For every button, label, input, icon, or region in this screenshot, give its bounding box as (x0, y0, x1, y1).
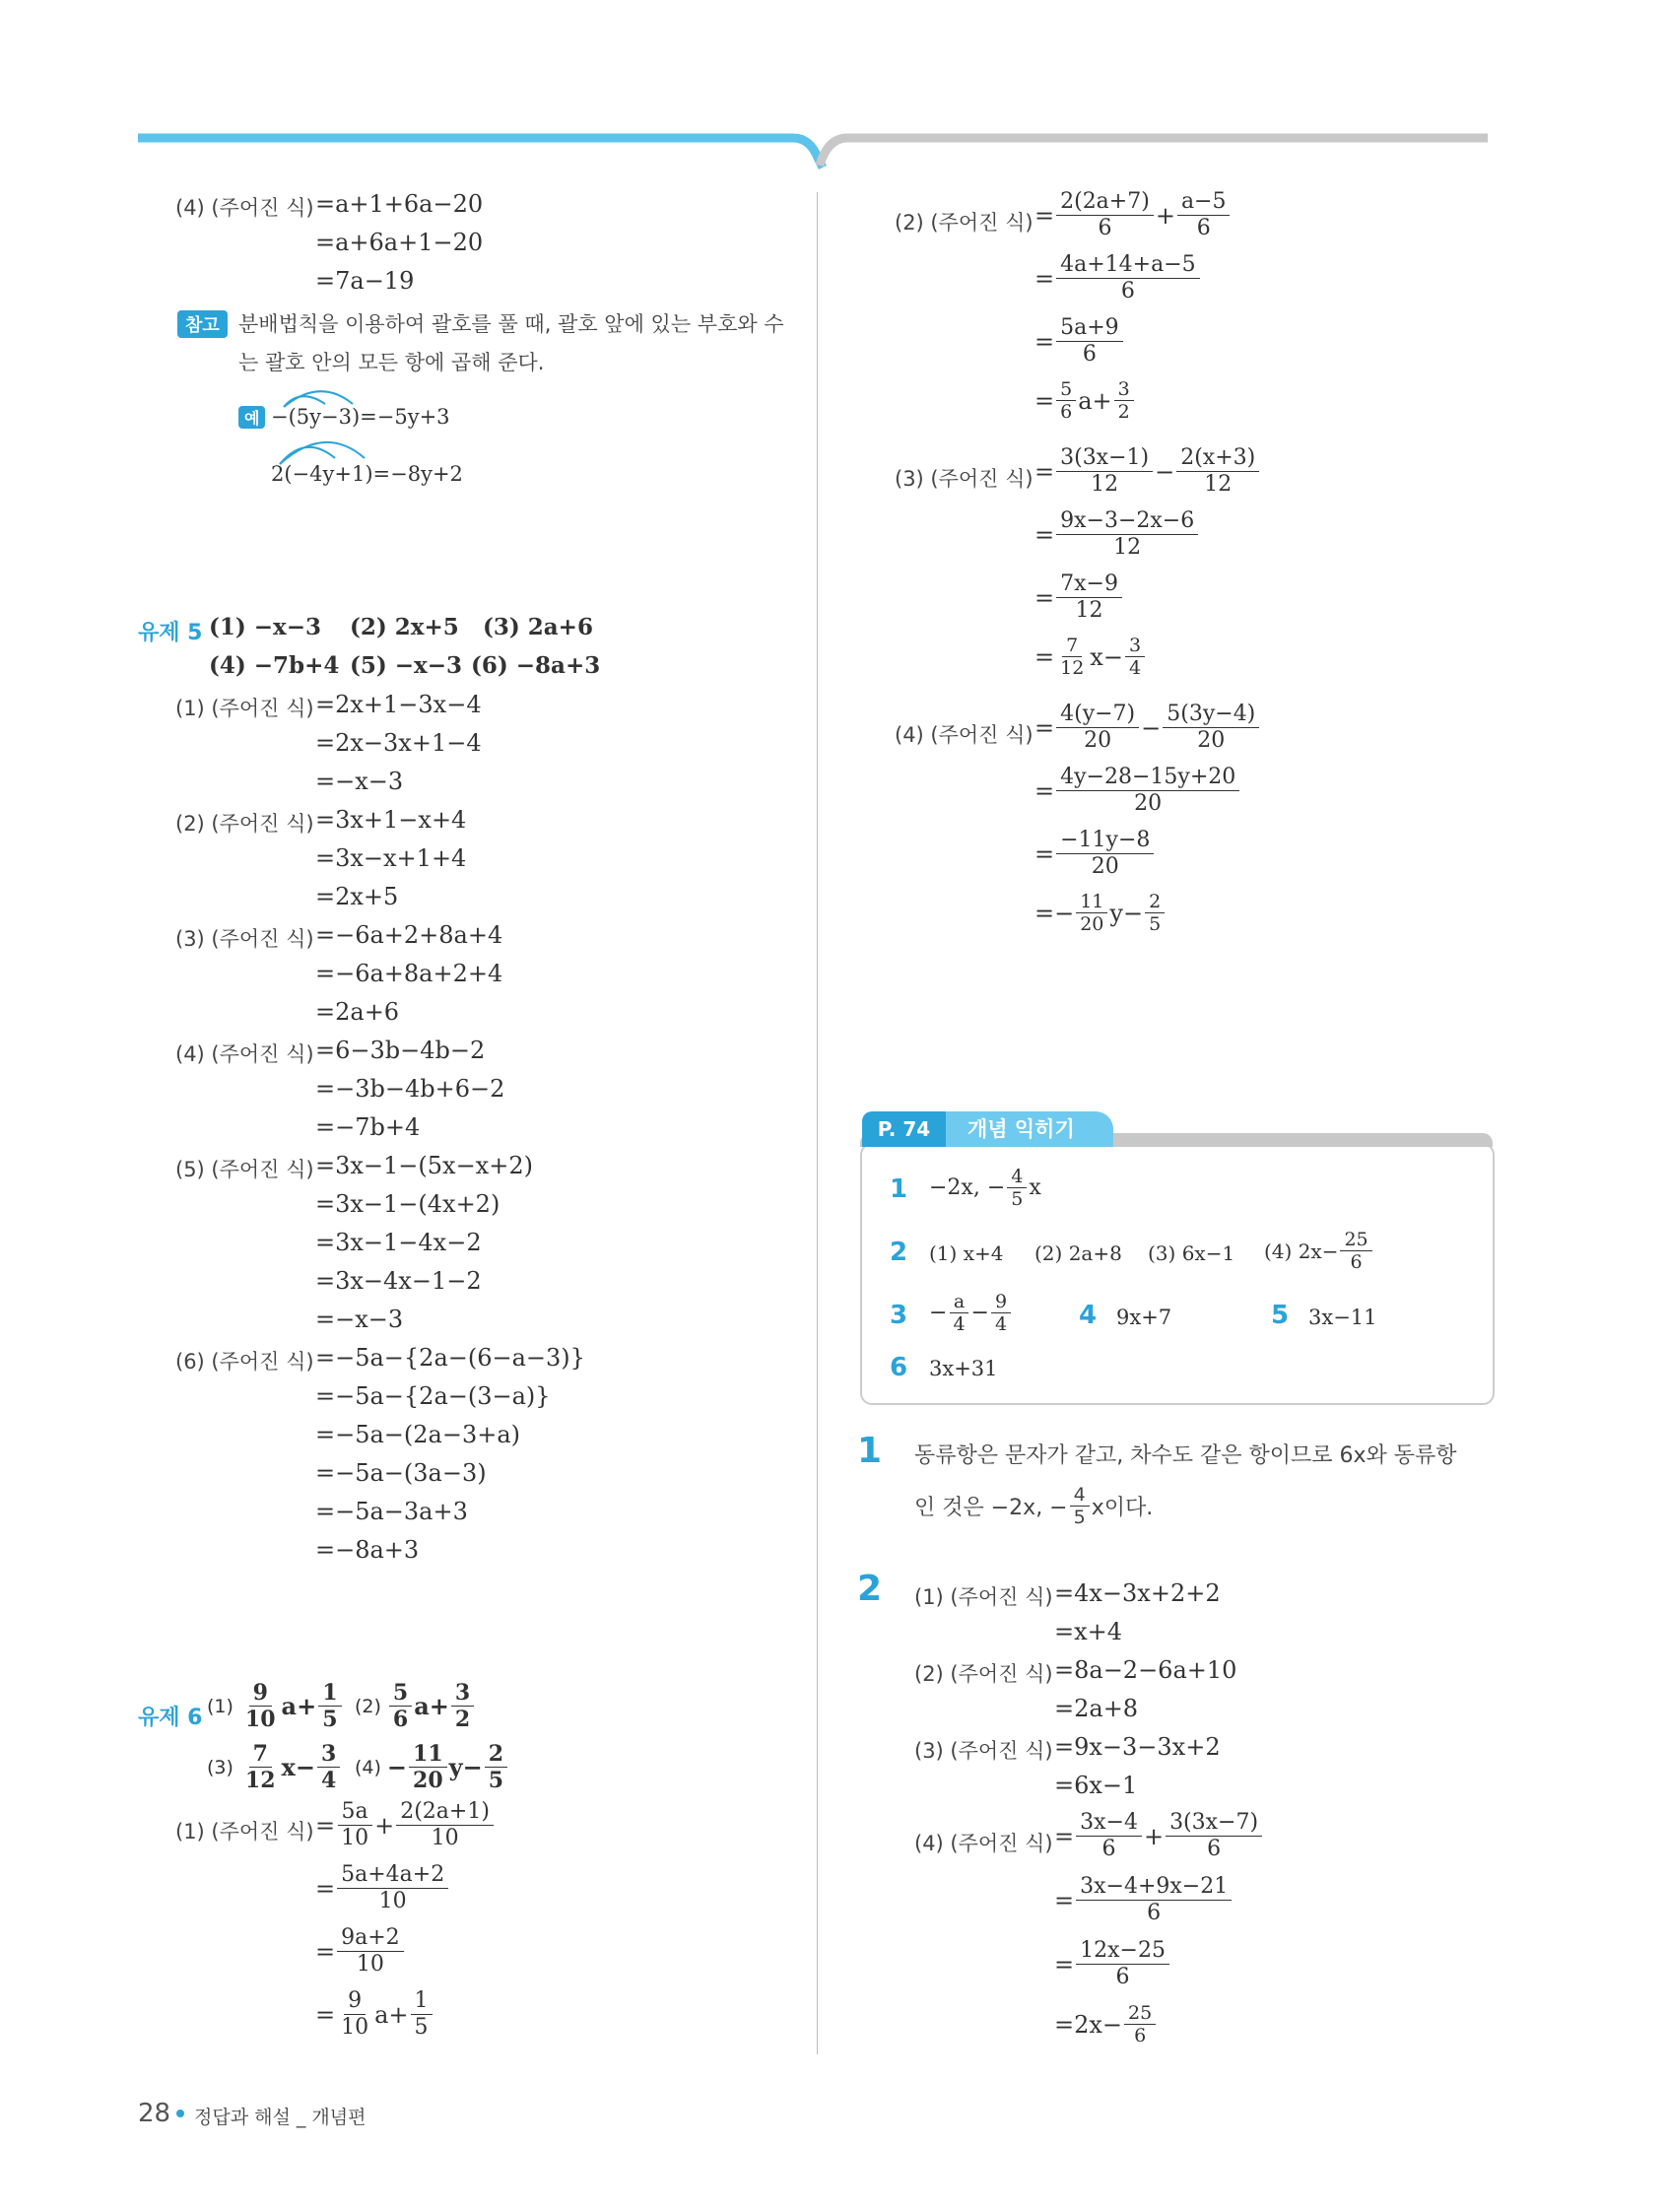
math-line: =3x−x+1+4 (315, 844, 467, 872)
solution-text-line (914, 1484, 1153, 1528)
frac-den: 2 (454, 1707, 471, 1732)
frac-den: 6 (392, 1707, 409, 1732)
column-divider (817, 192, 818, 2054)
problem-label: (2) (주어진 식) (914, 1662, 1053, 1686)
math-line: =3x+1−x+4 (315, 806, 467, 834)
solution-text: 동류항은 문자가 같고, 차수도 같은 항이므로 6x와 동류항 (914, 1443, 1457, 1468)
frac-den: 5 (1073, 1507, 1086, 1528)
frac-num: 7 (1062, 635, 1082, 657)
operator: + (374, 1811, 395, 1840)
math-step: = $\frac{4a+14+a-5}{6}$ (1034, 252, 1202, 304)
question-number: 5 (1271, 1301, 1290, 1330)
frac-den: 20 (1084, 728, 1112, 753)
solution-text: 인 것은 −2x, − (914, 1496, 1068, 1520)
answer-text: −2x, − (929, 1175, 1006, 1200)
bullet-icon (176, 2110, 184, 2117)
answer: (5) −x−3 (350, 652, 463, 679)
page-number: 28 (138, 2099, 171, 2128)
operator: + (1155, 201, 1175, 230)
frac-num: 3x−4+9x−21 (1076, 1874, 1232, 1901)
math-line: =x+4 (1054, 1618, 1123, 1645)
operator: − (1155, 457, 1175, 486)
frac-num: 3x−4 (1076, 1810, 1142, 1837)
frac-den: 5 (1011, 1188, 1024, 1210)
frac-num: 11 (409, 1741, 447, 1768)
frac-num: 4 (1070, 1484, 1090, 1507)
answer (929, 1166, 1041, 1210)
math-line: =3x−1−(5x−x+2) (315, 1152, 533, 1179)
math-step: = $\frac{9a+2}{10}$ (315, 1925, 406, 1977)
footer-text: 정답과 해설 _ 개념편 (194, 2107, 367, 2128)
frac-den: 20 (1091, 854, 1119, 879)
frac-num: 9 (344, 1988, 366, 2015)
answer-text: (4) 2x− (1264, 1239, 1339, 1263)
frac-den: 6 (1115, 1965, 1130, 1989)
math-step: = $\frac{5a}{10}$ + $\frac{2(2a+1)}{10}$ (315, 1799, 496, 1851)
frac-num: 1 (411, 1988, 433, 2015)
answer: (2) 2a+8 (1034, 1241, 1122, 1265)
frac-den: 5 (1149, 913, 1162, 935)
frac-den: 4 (1128, 657, 1142, 679)
question-number: 3 (890, 1301, 908, 1330)
math-line: =2x−3x+1−4 (315, 729, 482, 757)
frac-num: 7x−9 (1056, 571, 1122, 598)
frac-num: 2(2a+7) (1056, 189, 1154, 216)
math-line: =6−3b−4b−2 (315, 1037, 486, 1064)
example-line: −(5y−3)=−5y+3 (271, 405, 450, 429)
problem-label: (6) (주어진 식) (175, 1350, 314, 1374)
frac-num: −11y−8 (1056, 828, 1154, 854)
math-step: = $\frac{4y-28-15y+20}{20}$ (1034, 765, 1241, 817)
frac-den: 12 (1204, 472, 1233, 497)
frac-num: 7 (249, 1741, 272, 1768)
frac-num: 9 (991, 1291, 1011, 1313)
frac-den: 6 (1120, 279, 1135, 303)
solution-number: 2 (857, 1569, 883, 1609)
frac-den: 12 (1075, 598, 1103, 623)
answer-3 (207, 1741, 342, 1793)
math-line: =−8a+3 (315, 1536, 420, 1564)
frac-den: 6 (1207, 1837, 1222, 1861)
math-step: = $\frac{5a+4a+2}{10}$ (315, 1862, 450, 1914)
frac-prefix: 2x− (1074, 2010, 1123, 2039)
math-step: = $\frac{9x-3-2x-6}{12}$ (1034, 508, 1200, 561)
exercise-title: 유제 6 (138, 1706, 203, 1730)
math-line: =−3b−4b+6−2 (315, 1075, 505, 1103)
answer: (4) −7b+4 (209, 652, 340, 679)
example-line: 2(−4y+1)=−8y+2 (271, 462, 463, 486)
question-number: 1 (890, 1174, 908, 1204)
problem-label: (1) (주어진 식) (175, 1820, 314, 1843)
operator: − (1141, 713, 1162, 742)
frac-var: y− (448, 1753, 483, 1781)
note-text: 분배법칙을 이용하여 괄호를 풀 때, 괄호 앞에 있는 부호와 수 (238, 312, 784, 336)
math-line: =2a+6 (315, 998, 400, 1026)
frac-num: a−5 (1177, 189, 1231, 216)
frac-den: 12 (1113, 535, 1142, 560)
frac-den: 20 (1080, 913, 1104, 935)
math-line: =9x−3−3x+2 (1054, 1733, 1221, 1761)
math-step: = $\frac{4(y-7)}{20}$ − $\frac{5(3y-4)}{20}$ (1034, 702, 1261, 754)
problem-label: (4) (주어진 식) (895, 723, 1034, 747)
answer-4 (355, 1741, 509, 1793)
problem-label: (4) (주어진 식) (175, 1042, 314, 1066)
concept-tab-page: P. 74 (862, 1111, 946, 1147)
math-line: =2x+5 (315, 883, 399, 910)
math-step: = $\frac{5a+9}{6}$ (1034, 315, 1125, 368)
frac-den: 6 (1101, 1837, 1116, 1861)
answer-1 (207, 1680, 344, 1732)
frac-den: 6 (1082, 342, 1097, 367)
problem-label: (4) (주어진 식) (914, 1832, 1053, 1855)
frac-den: 20 (1134, 791, 1163, 816)
answer-label: (2) (355, 1695, 381, 1717)
frac-num: 3 (451, 1680, 474, 1707)
frac-prefix: − (929, 1301, 948, 1325)
frac-var: a+ (281, 1692, 317, 1720)
math-line: =4x−3x+2+2 (1054, 1579, 1221, 1607)
problem-label: (1) (주어진 식) (175, 697, 314, 720)
frac-var: a+ (414, 1692, 449, 1720)
math-step: = 2x− $\frac{25}{6}$ (1054, 2002, 1158, 2046)
frac-num: 3(3x−1) (1056, 445, 1153, 472)
math-step: = − $\frac{11}{20}$ y− $\frac{2}{5}$ (1034, 891, 1167, 935)
problem-label: (3) (주어진 식) (914, 1739, 1053, 1763)
frac-num: 11 (1076, 891, 1107, 913)
math-step: = $\frac{12x-25}{6}$ (1054, 1938, 1171, 1990)
frac-den: 10 (341, 1826, 369, 1850)
math-line: =3x−1−4x−2 (315, 1229, 482, 1256)
frac-num: 3 (317, 1741, 340, 1768)
math-line: =−5a−3a+3 (315, 1498, 468, 1525)
problem-label: (3) (주어진 식) (895, 467, 1034, 491)
answer: (1) −x−3 (209, 614, 322, 640)
math-line: =7a−19 (315, 267, 415, 295)
math-line: =−x−3 (315, 768, 404, 795)
note-text: 는 괄호 안의 모든 항에 곱해 준다. (238, 351, 545, 374)
frac-den: 5 (414, 2015, 429, 2040)
answer-label: (1) (207, 1695, 234, 1717)
answer (1264, 1229, 1374, 1273)
frac-num: 9a+2 (337, 1925, 404, 1952)
math-line: =a+1+6a−20 (315, 190, 484, 218)
frac-den: 10 (431, 1826, 459, 1850)
math-line: =a+6a+1−20 (315, 229, 484, 256)
operator: − (970, 1301, 989, 1325)
problem-label: (5) (주어진 식) (175, 1158, 314, 1181)
frac-var: y− (1109, 899, 1144, 927)
math-line: =3x−4x−1−2 (315, 1267, 482, 1295)
math-step: = $\frac{3(3x-1)}{12}$ − $\frac{2(x+3)}{12}$ (1034, 445, 1261, 498)
frac-den: 10 (341, 2015, 369, 2040)
math-line: =−7b+4 (315, 1113, 421, 1141)
frac-num: 3 (1125, 635, 1145, 657)
answer: (3) 6x−1 (1148, 1241, 1235, 1265)
frac-den: 6 (1134, 2025, 1147, 2046)
frac-den: 5 (488, 1768, 504, 1793)
answer (929, 1291, 1013, 1335)
answer: (6) −8a+3 (471, 652, 601, 679)
frac-den: 10 (378, 1889, 407, 1913)
frac-num: 5(3y−4) (1163, 702, 1259, 728)
frac-var: a+ (1078, 386, 1112, 415)
frac-num: 3(3x−7) (1166, 1810, 1262, 1837)
frac-num: 5a (338, 1799, 372, 1826)
math-line: =2x+1−3x−4 (315, 691, 482, 718)
frac-var: x (1029, 1175, 1041, 1200)
concept-tab-title: 개념 익히기 (946, 1111, 1113, 1147)
answer: 3x+31 (929, 1357, 998, 1380)
math-line: =−6a+2+8a+4 (315, 921, 503, 949)
frac-num: a (950, 1291, 968, 1313)
frac-den: 6 (1060, 401, 1073, 423)
math-line: =6x−1 (1054, 1772, 1138, 1799)
math-step: = $\frac{5}{6}$ a+ $\frac{3}{2}$ (1034, 378, 1136, 423)
solution-text: x이다. (1091, 1496, 1154, 1520)
math-step: = $\frac{7}{12}$ x− $\frac{3}{4}$ (1034, 635, 1147, 679)
question-number: 2 (890, 1238, 908, 1267)
frac-den: 10 (244, 1707, 276, 1732)
frac-den: 6 (1196, 216, 1211, 240)
frac-prefix: − (1054, 899, 1075, 927)
answer-2 (355, 1680, 476, 1732)
answer: (1) x+4 (929, 1241, 1004, 1265)
frac-den: 20 (413, 1768, 443, 1793)
problem-label: (3) (주어진 식) (175, 927, 314, 951)
frac-den: 4 (994, 1313, 1008, 1335)
frac-num: 2 (485, 1741, 507, 1768)
math-step: = $\frac{9}{10}$ a+ $\frac{1}{5}$ (315, 1988, 434, 2041)
frac-num: 2(x+3) (1176, 445, 1259, 472)
math-line: =−x−3 (315, 1306, 404, 1333)
frac-den: 5 (322, 1707, 338, 1732)
frac-num: 5a+4a+2 (337, 1862, 448, 1889)
frac-num: 2 (1145, 891, 1165, 913)
frac-den: 2 (1117, 401, 1130, 423)
frac-num: 1 (318, 1680, 341, 1707)
math-step: = $\frac{2(2a+7)}{6}$ + $\frac{a-5}{6}$ (1034, 189, 1232, 241)
frac-den: 6 (1098, 216, 1112, 240)
frac-den: 4 (320, 1768, 337, 1793)
frac-den: 4 (953, 1313, 966, 1335)
frac-num: 9x−3−2x−6 (1056, 508, 1198, 535)
math-line: =8a−2−6a+10 (1054, 1656, 1237, 1684)
frac-num: 5 (389, 1680, 412, 1707)
question-number: 6 (890, 1353, 908, 1382)
frac-num: 2(2a+1) (396, 1799, 494, 1826)
problem-label: (4) (주어진 식) (175, 196, 314, 220)
frac-den: 10 (356, 1952, 384, 1977)
frac-den: 12 (244, 1768, 276, 1793)
frac-den: 6 (1147, 1901, 1162, 1925)
math-line: =2a+8 (1054, 1695, 1139, 1722)
frac-num: 25 (1124, 2002, 1156, 2025)
frac-prefix: − (386, 1753, 408, 1781)
frac-den: 20 (1197, 728, 1226, 753)
frac-num: 3 (1114, 378, 1134, 401)
math-step: = $\frac{3x-4}{6}$ + $\frac{3(3x-7)}{6}$ (1054, 1810, 1264, 1862)
problem-label: (2) (주어진 식) (175, 812, 314, 836)
problem-label: (1) (주어진 식) (914, 1585, 1053, 1609)
math-line: =3x−1−(4x+2) (315, 1190, 500, 1218)
answer: 3x−11 (1308, 1306, 1377, 1329)
frac-num: 4y−28−15y+20 (1056, 765, 1239, 791)
math-line: =−5a−{2a−(3−a)} (315, 1382, 551, 1410)
frac-den: 12 (1091, 472, 1119, 497)
operator: + (1143, 1822, 1165, 1850)
answer: 9x+7 (1116, 1306, 1172, 1329)
frac-num: 5a+9 (1056, 315, 1123, 342)
answer-label: (3) (207, 1756, 234, 1778)
solution-number: 1 (857, 1431, 883, 1471)
frac-den: 12 (1060, 657, 1085, 679)
question-number: 4 (1079, 1301, 1098, 1330)
math-line: =−5a−{2a−(6−a−3)} (315, 1344, 585, 1372)
frac-num: 12x−25 (1076, 1938, 1169, 1965)
math-line: =−6a+8a+2+4 (315, 960, 503, 987)
example-badge: 예 (238, 406, 265, 429)
answer: (3) 2a+6 (483, 614, 593, 640)
frac-num: 25 (1340, 1229, 1371, 1251)
exercise-title: 유제 5 (138, 621, 203, 645)
answer: (2) 2x+5 (350, 614, 459, 640)
header-bar (0, 0, 1668, 177)
math-step: = $\frac{3x-4+9x-21}{6}$ (1054, 1874, 1234, 1926)
frac-var: x− (281, 1753, 315, 1781)
math-step: = $\frac{-11y-8}{20}$ (1034, 828, 1156, 880)
math-step: = $\frac{7x-9}{12}$ (1034, 571, 1124, 624)
frac-den: 6 (1350, 1251, 1363, 1273)
note-badge: 참고 (177, 310, 228, 338)
problem-label: (2) (주어진 식) (895, 211, 1034, 235)
frac-num: 9 (249, 1680, 272, 1707)
math-line: =−5a−(2a−3+a) (315, 1421, 521, 1448)
answer-label: (4) (355, 1756, 381, 1778)
math-line: =−5a−(3a−3) (315, 1459, 487, 1487)
frac-num: 5 (1056, 378, 1076, 401)
frac-num: 4 (1007, 1166, 1027, 1188)
frac-var: a+ (374, 2000, 409, 2029)
frac-var: x− (1090, 642, 1123, 671)
frac-num: 4a+14+a−5 (1056, 252, 1200, 279)
frac-num: 4(y−7) (1056, 702, 1139, 728)
